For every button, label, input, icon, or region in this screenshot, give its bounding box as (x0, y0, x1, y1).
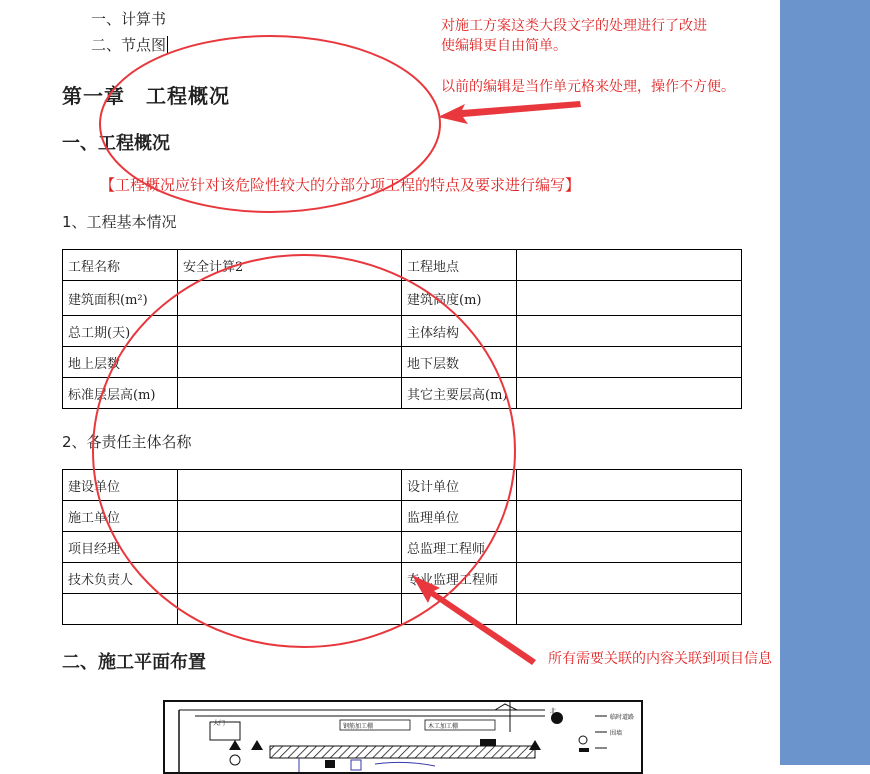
section-note[interactable]: 【工程概况应针对该危险性较大的分部分项工程的特点及要求进行编写】 (100, 176, 581, 194)
table-cell-label: 主体结构 (402, 316, 517, 347)
table-cell-label: 其它主要层高(m) (402, 378, 517, 409)
north-marker-label: 北 (550, 708, 557, 715)
toc-item-label: 一、计算书 (91, 10, 167, 28)
table-cell-label: 技术负责人 (63, 563, 178, 594)
table-cell-label: 工程名称 (63, 250, 178, 281)
table-cell-label: 总工期(天) (63, 316, 178, 347)
annotation-text-linking: 所有需要关联的内容关联到项目信息 (548, 651, 772, 667)
subsection-title-basic-info: 1、工程基本情况 (62, 213, 177, 231)
site-plan-label-rebar-shed: 钢筋加工棚 (343, 723, 374, 730)
table-cell-label: 总监理工程师 (402, 532, 517, 563)
section-title-site-layout: 二、施工平面布置 (62, 652, 206, 673)
table-cell-label: 建筑高度(m) (402, 281, 517, 316)
site-plan-label-gate: 大门 (213, 720, 226, 727)
annotation-text-previous: 以前的编辑是当作单元格来处理，操作不方便。 (441, 79, 735, 95)
legend-wall-label: 围墙 (610, 730, 623, 737)
section-title-overview: 一、工程概况 (62, 133, 170, 154)
annotation-arrow (412, 575, 536, 665)
table-cell-label: 标准层层高(m) (63, 378, 178, 409)
table-cell-label: 设计单位 (402, 470, 517, 501)
site-plan-label-wood-shed: 木工加工棚 (428, 723, 459, 730)
legend-road-label: 临时道路 (610, 714, 635, 721)
annotation-ellipse (93, 255, 515, 647)
table-cell-label: 建设单位 (63, 470, 178, 501)
table-cell-label: 项目经理 (63, 532, 178, 563)
table-cell-value[interactable]: 安全计算2 (178, 250, 402, 281)
toc-item-label: 二、节点图 (91, 36, 167, 54)
table-cell-label: 施工单位 (63, 501, 178, 532)
annotation-ellipse (100, 36, 440, 212)
annotation-arrow (438, 101, 581, 124)
annotation-line: 使编辑更自由简单。 (441, 38, 567, 54)
table-cell-label: 工程地点 (402, 250, 517, 281)
table-cell-label: 地上层数 (63, 347, 178, 378)
table-cell-label: 专业监理工程师 (402, 563, 517, 594)
table-cell-label: 建筑面积(m²) (63, 281, 178, 316)
chapter-title: 第一章 工程概况 (62, 84, 230, 108)
table-cell-label: 监理单位 (402, 501, 517, 532)
annotation-line: 对施工方案这类大段文字的处理进行了改进 (441, 18, 707, 34)
subsection-title-responsible-parties: 2、各责任主体名称 (62, 433, 192, 451)
table-cell-label: 地下层数 (402, 347, 517, 378)
